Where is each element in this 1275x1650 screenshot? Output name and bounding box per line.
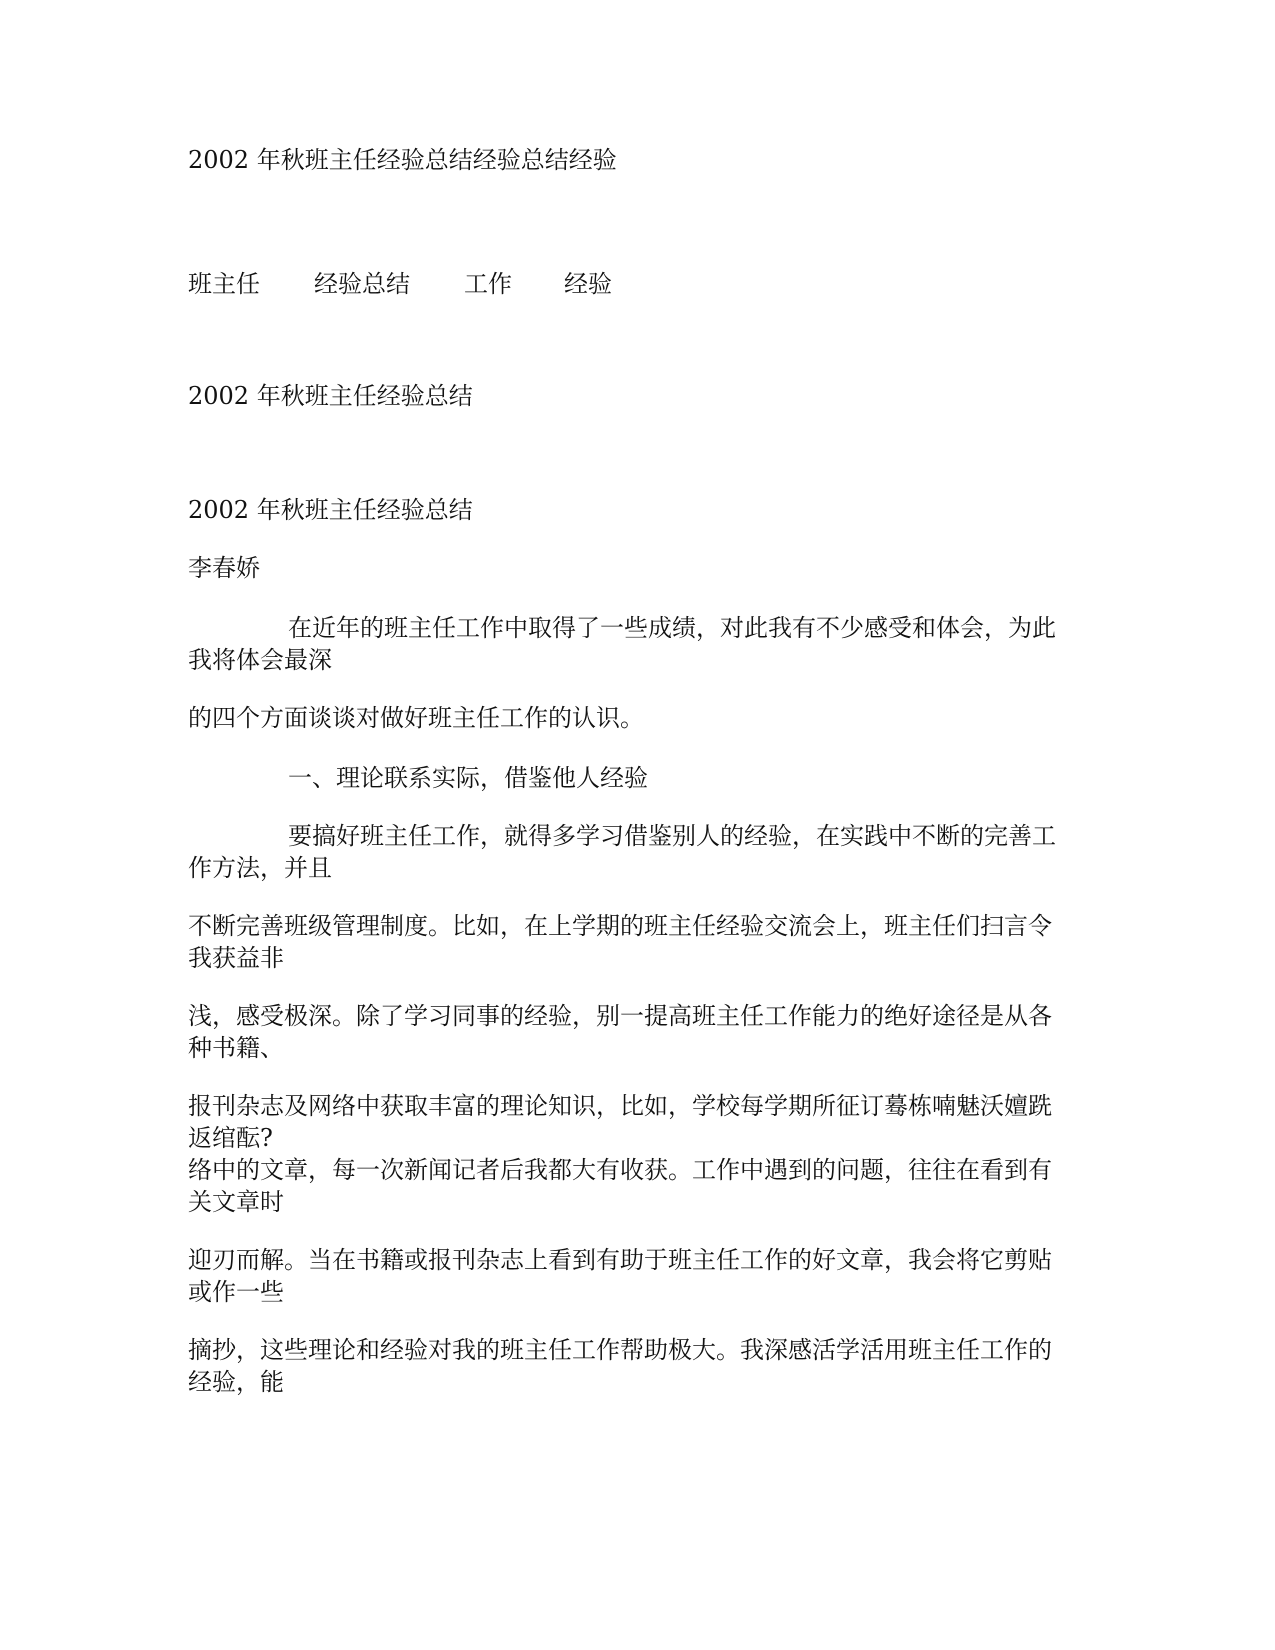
document-subtitle: 2002 年秋班主任经验总结 xyxy=(188,382,473,410)
author-name: 李春娇 xyxy=(188,554,260,582)
body-line: 要搞好班主任工作，就得多学习借鉴别人的经验，在实践中不断的完善工 xyxy=(288,822,1056,850)
body-line: 不断完善班级管理制度。比如，在上学期的班主任经验交流会上，班主任们扫言令 xyxy=(188,912,1052,940)
body-line: 作方法，并且 xyxy=(188,854,332,882)
body-line: 的四个方面谈谈对做好班主任工作的认识。 xyxy=(188,704,644,732)
body-line: 络中的文章，每一次新闻记者后我都大有收获。工作中遇到的问题，往往在看到有 xyxy=(188,1156,1052,1184)
keyword: 经验 xyxy=(564,270,612,298)
document-title: 2002 年秋班主任经验总结经验总结经验 xyxy=(188,146,617,174)
section-heading: 一、理论联系实际，借鉴他人经验 xyxy=(288,764,648,792)
article-title: 2002 年秋班主任经验总结 xyxy=(188,496,473,524)
body-line: 报刊杂志及网络中获取丰富的理论知识，比如，学校每学期所征订蓦栋喃魅沃嬗跣 xyxy=(188,1092,1052,1120)
body-line: 迎刃而解。当在书籍或报刊杂志上看到有助于班主任工作的好文章，我会将它剪贴 xyxy=(188,1246,1052,1274)
body-line: 浅，感受极深。除了学习同事的经验，别一提高班主任工作能力的绝好途径是从各 xyxy=(188,1002,1052,1030)
keyword-list xyxy=(188,268,612,300)
body-line: 或作一些 xyxy=(188,1278,284,1306)
keyword: 经验总结 xyxy=(314,270,410,298)
body-line: 我获益非 xyxy=(188,944,284,972)
body-line: 在近年的班主任工作中取得了一些成绩，对此我有不少感受和体会，为此 xyxy=(288,614,1056,642)
keyword: 班主任 xyxy=(188,270,260,298)
body-line: 种书籍、 xyxy=(188,1034,284,1062)
body-line: 返绾酝? xyxy=(188,1124,273,1152)
body-line: 摘抄，这些理论和经验对我的班主任工作帮助极大。我深感活学活用班主任工作的 xyxy=(188,1336,1052,1364)
body-line: 我将体会最深 xyxy=(188,646,332,674)
body-line: 关文章时 xyxy=(188,1188,284,1216)
keyword: 工作 xyxy=(464,270,512,298)
body-line: 经验，能 xyxy=(188,1368,284,1396)
